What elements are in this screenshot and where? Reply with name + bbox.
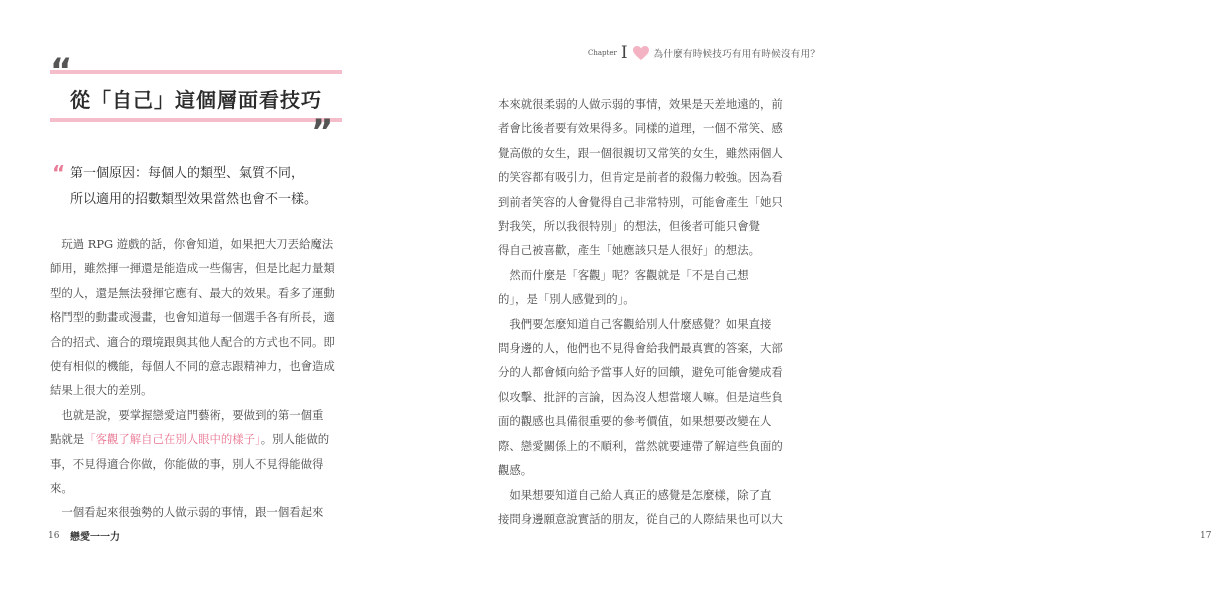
running-title: 為什麼有時候技巧有用有時候沒有用？ [653,49,821,60]
body-line: 際、戀愛關係上的不順利，當然就要連帶了解這些負面的 [498,438,783,453]
body-line: 型的人，還是無法發揮它應有、最大的效果。看多了運動 [50,285,335,300]
body-line: 格鬥型的動畫或漫畫，也會知道每一個選手各有所長，適 [50,310,335,325]
body-line: 問身邊的人，他們也不見得會給我們最真實的答案，大部 [498,341,783,356]
body-line: 玩過 RPG 遊戲的話，你會知道，如果把大刀丟給魔法 [50,237,334,251]
body-line: 也就是說，要掌握戀愛這門藝術，要做到的第一個重 [50,407,324,422]
section-title: 從「自己」這個層面看技巧 [70,88,322,112]
highlighted-phrase: 「客觀了解自己在別人眼中的樣子」 [84,432,261,447]
page-number-right: 17 [1200,531,1211,541]
body-line: 觀感。 [498,463,533,478]
body-line: 對我笑，所以我很特別」的想法，但後者可能只會覺 [498,219,760,234]
title-band-bottom [50,118,342,122]
close-quote-mark: ” [311,112,334,152]
lead-line: 第一個原因：每個人的類型、氣質不同， [70,166,305,181]
book-logo: 戀愛一一力 [70,532,120,543]
body-line: 覺高傲的女生，跟一個很親切又常笑的女生，雖然兩個人 [498,145,783,160]
body-line: 如果想要知道自己給人真正的感覺是怎麼樣，除了直 [498,487,772,502]
body-line: 使有相似的機能，每個人不同的意志跟精神力，也會造成 [50,359,335,374]
left-body-text [50,232,350,525]
body-line: 然而什麼是「客觀」呢？客觀就是「不是自己想 [498,267,749,282]
body-line: 分的人都會傾向給予當事人好的回饋，避免可能會變成看 [498,365,783,380]
title-band-top [50,70,342,74]
heart-icon [632,45,650,61]
body-text: 點就是 [50,432,85,447]
right-body-text [498,92,790,531]
lead-quote-mark: “ [52,161,66,185]
running-header [588,42,821,64]
body-line: 合的招式、適合的環境跟與其他人配合的方式也不同。即 [50,334,335,349]
body-line: 我們要怎麼知道自己客觀給別人什麼感覺？如果直接 [498,316,772,331]
lead-line: 所以適用的招數類型效果當然也會不一樣。 [70,192,318,207]
body-line: 者會比後者要有效果得多。同樣的道理，一個不常笑、感 [498,121,783,136]
body-line: 的笑容都有吸引力，但肯定是前者的殺傷力較強。因為看 [498,170,783,185]
body-line: 接問身邊願意說實話的朋友，從自己的人際結果也可以大 [498,511,783,526]
page-number-left: 16 [48,531,60,541]
body-line: 一個看起來很強勢的人做示弱的事情，跟一個看起來 [50,505,324,520]
body-line: 到前者笑容的人會覺得自己非常特別，可能會產生「她只 [498,194,783,209]
body-line-highlight [50,427,350,451]
body-line: 來。 [50,481,73,496]
open-quote-mark: “ [50,51,73,91]
body-line: 事，不見得適合你做，你能做的事，別人不見得能做得 [50,456,324,471]
chapter-label: Chapter [588,49,617,57]
body-text: 。別人能做的 [260,432,330,447]
body-line: 面的觀感也具備很重要的參考價值，如果想要改變在人 [498,414,772,429]
body-line: 結果上很大的差別。 [50,383,153,398]
body-line: 似攻擊、批評的言論，因為沒人想當壞人嘛。但是這些負 [498,389,783,404]
body-line: 師用，雖然揮一揮還是能造成一些傷害，但是比起力量類 [50,261,335,276]
lead-paragraph [70,161,360,213]
chapter-number: I [620,42,628,63]
body-line: 的」，是「別人感覺到的」。 [498,292,635,307]
body-line: 本來就很柔弱的人做示弱的事情，效果是天差地遠的，前 [498,97,783,111]
left-page [0,0,419,595]
body-line: 得自己被喜歡，產生「她應該只是人很好」的想法。 [498,243,760,258]
